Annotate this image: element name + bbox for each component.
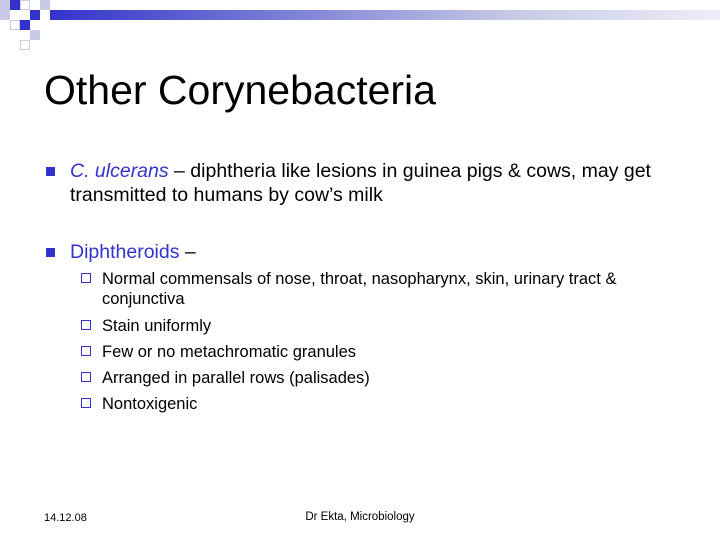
deco-square: [20, 20, 30, 30]
bullet-lead: C. ulcerans: [70, 160, 169, 182]
deco-square: [10, 0, 20, 10]
top-gradient-bar: [50, 10, 720, 20]
hollow-square-bullet-icon: [81, 346, 91, 356]
footer-author: Dr Ekta, Microbiology: [305, 511, 415, 523]
bullet-text: – diphtheria like lesions in guinea pigs & cows, may get transmitted to humans by cow’s milk: [70, 160, 651, 206]
bullet-item: [44, 241, 684, 265]
deco-square: [20, 0, 30, 10]
sub-bullet-text: Stain uniformly: [102, 316, 212, 335]
sub-bullet-text: Nontoxigenic: [102, 394, 198, 413]
sub-bullet-item: [44, 394, 684, 414]
slide-title: Other Corynebacteria: [44, 67, 436, 113]
deco-square: [30, 10, 40, 20]
deco-square: [10, 20, 20, 30]
deco-square: [0, 0, 10, 10]
deco-square: [30, 30, 40, 40]
bullet-lead: Diphtheroids: [70, 240, 180, 263]
sub-bullet-item: [44, 316, 684, 336]
hollow-square-bullet-icon: [81, 372, 91, 382]
square-bullet-icon: [46, 248, 55, 257]
bullet-item: [44, 160, 684, 208]
sub-bullet-text: Few or no metachromatic granules: [102, 342, 357, 361]
hollow-square-bullet-icon: [81, 398, 91, 408]
sub-bullet-item: [44, 342, 684, 362]
hollow-square-bullet-icon: [81, 320, 91, 330]
footer-date: 14.12.08: [44, 512, 87, 524]
sub-bullet-item: [44, 368, 684, 388]
bullet-text: –: [179, 240, 196, 263]
deco-square: [0, 10, 10, 20]
deco-square: [20, 40, 30, 50]
deco-square: [40, 0, 50, 10]
hollow-square-bullet-icon: [81, 273, 91, 283]
sub-bullet-text: Arranged in parallel rows (palisades): [102, 368, 370, 387]
square-bullet-icon: [46, 167, 55, 176]
sub-bullet-text: Normal commensals of nose, throat, nasopharynx, skin, urinary tract & conjunctiva: [102, 270, 617, 309]
sub-bullet-item: [44, 269, 684, 309]
bullet-list: [44, 160, 684, 420]
sub-bullet-list: [44, 269, 684, 414]
